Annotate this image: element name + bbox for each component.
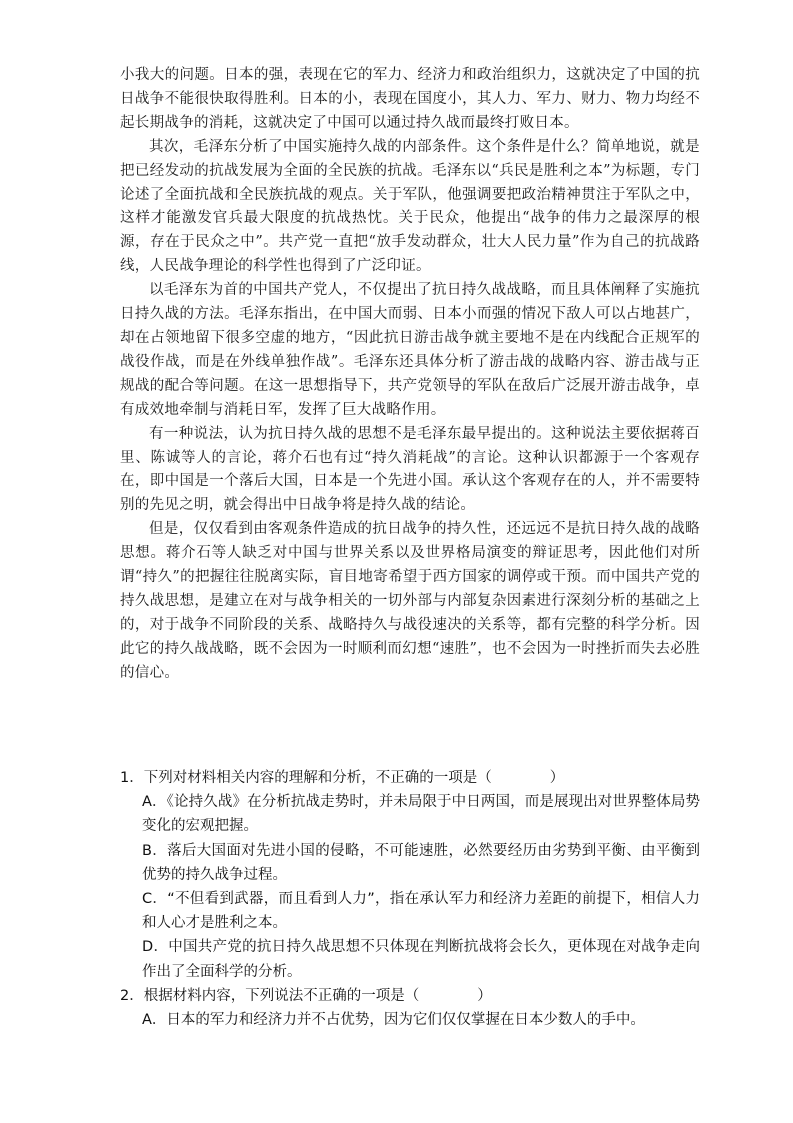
- passage-paragraph-1: 小我大的问题。日本的强，表现在它的军力、经济力和政治组织力，这就决定了中国的抗日战争不能很快取得胜利。日本的小，表现在国度小，其人力、军力、财力、物力均经不起长期战争的消耗，这就决定了中国可以通过持久战而最终打败日本。: [120, 67, 700, 131]
- passage-paragraph-4: 有一种说法，认为抗日持久战的思想不是毛泽东最早提出的。这种说法主要依据蒋百里、陈诚等人的言论，蒋介石也有过“持久消耗战”的言论。这种认识都源于一个客观存在，即中国是一个落后大国，日本是一个先进小国。承认这个客观存在的人，并不需要特别的先见之明，就会得出中日战争将是持久战的结论。: [120, 425, 700, 514]
- question-section: [120, 766, 700, 1032]
- question-1-option-b: B．落后大国面对先进小国的侵略，不可能速胜，必然要经历由劣势到平衡、由平衡到优势的持久战争过程。: [142, 842, 700, 883]
- reading-passage: [120, 64, 700, 686]
- question-2-option-a: A．日本的军力和经济力并不占优势，因为它们仅仅掌握在日本少数人的手中。: [142, 1012, 645, 1029]
- question-2: [120, 984, 700, 1032]
- question-1-option-d: D．中国共产党的抗日持久战思想不只体现在判断抗战将会长久，更体现在对战争走向作出了全面科学的分析。: [142, 939, 700, 980]
- question-1-option-a: A．《论持久战》在分析抗战走势时，并未局限于中日两国，而是展现出对世界整体局势变化的宏观把握。: [142, 794, 700, 835]
- passage-paragraph-2: 其次，毛泽东分析了中国实施持久战的内部条件。这个条件是什么？简单地说，就是把已经发动的抗战发展为全面的全民族的抗战。毛泽东以“兵民是胜利之本”为标题，专门论述了全面抗战和全民族抗战的观点。关于军队，他强调要把政治精神贯注于军队之中，这样才能激发官兵最大限度的抗战热忱。关于民众，他提出“战争的伟力之最深厚的根源，存在于民众之中”。共产党一直把“放手发动群众，壮大人民力量”作为自己的抗战路线，人民战争理论的科学性也得到了广泛印证。: [120, 138, 700, 275]
- question-1-option-c: C．“不但看到武器，而且看到人力”，指在承认军力和经济力差距的前提下，相信人力和人心才是胜利之本。: [142, 891, 700, 932]
- passage-paragraph-5: 但是，仅仅看到由客观条件造成的抗日战争的持久性，还远远不是抗日持久战的战略思想。蒋介石等人缺乏对中国与世界关系以及世界格局演变的辩证思考，因此他们对所谓“持久”的把握往往脱离实际，盲目地寄希望于西方国家的调停或干预。而中国共产党的持久战思想，是建立在对与战争相关的一切外部与内部复杂因素进行深刻分析的基础之上的，对于战争不同阶段的关系、战略持久与战役速决的关系等，都有完整的科学分析。因此它的持久战战略，既不会因为一时顺利而幻想“速胜”，也不会因为一时挫折而失去必胜的信心。: [120, 521, 700, 681]
- passage-paragraph-3: 以毛泽东为首的中国共产党人，不仅提出了抗日持久战战略，而且具体阐释了实施抗日持久战的方法。毛泽东指出，在中国大而弱、日本小而强的情况下敌人可以占地甚广，却在占领地留下很多空虚的地方，“因此抗日游击战争就主要地不是在内线配合正规军的战役作战，而是在外线单独作战”。毛泽东还具体分析了游击战的战略内容、游击战与正规战的配合等问题。在这一思想指导下，共产党领导的军队在敌后广泛展开游击战争，卓有成效地牵制与消耗日军，发挥了巨大战略作用。: [120, 282, 700, 418]
- question-2-stem: 2．根据材料内容，下列说法不正确的一项是（ ）: [120, 987, 492, 1004]
- question-1: [120, 766, 700, 984]
- question-1-stem: 1．下列对材料相关内容的理解和分析，不正确的一项是（ ）: [120, 770, 565, 786]
